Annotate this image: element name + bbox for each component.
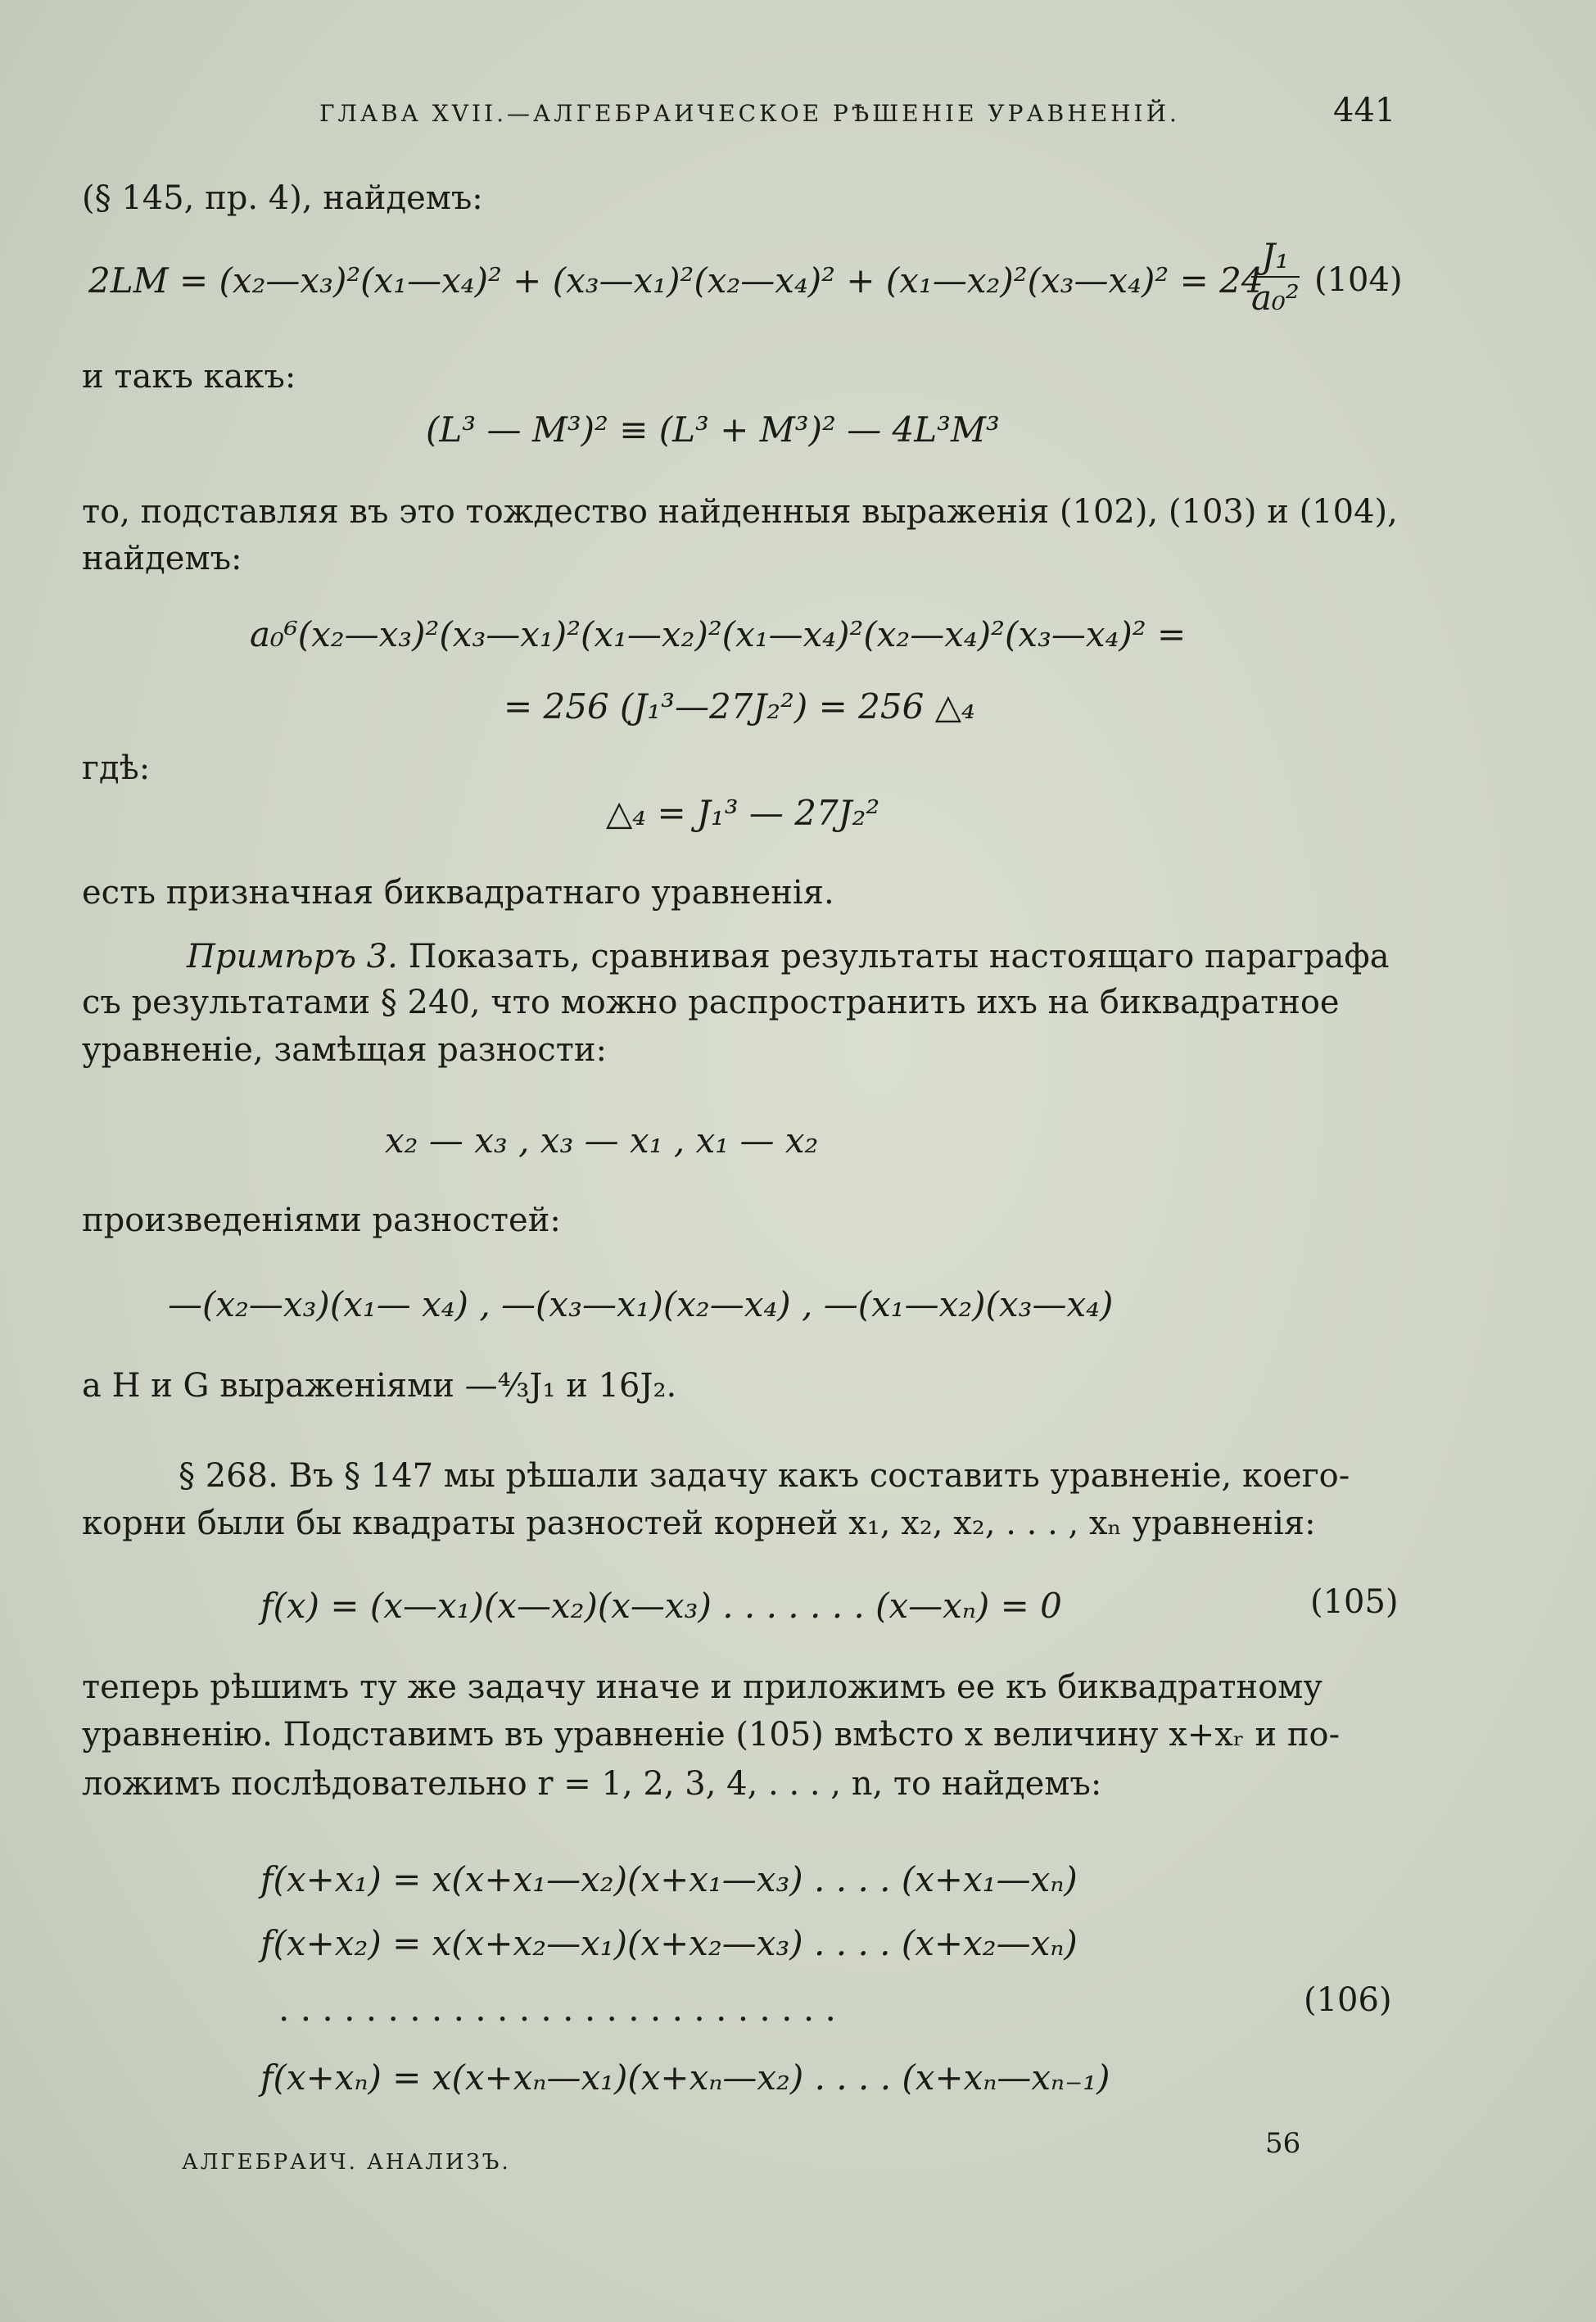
text-line: (§ 145, пр. 4), найдемъ: [82, 179, 483, 217]
equation-104-fraction [1251, 236, 1300, 318]
equation-delta: △₄ = J₁³ — 27J₂² [606, 793, 880, 833]
text-line: уравненію. Подставимъ въ уравненіе (105) вмѣсто x величину x+xᵣ и по- [82, 1716, 1341, 1754]
equation-number: (104) [1314, 261, 1403, 299]
equation-106-ellipsis: . . . . . . . . . . . . . . . . . . . . . . . . . . [278, 1989, 836, 2029]
equation-discriminant-line2: = 256 (J₁³—27J₂²) = 256 △₄ [504, 686, 975, 726]
text-line: ложимъ послѣдовательно r = 1, 2, 3, 4, . . . , n, то найдемъ: [82, 1765, 1102, 1803]
text-line: то, подставляя въ это тождество найденныя выраженія (102), (103) и (104), [82, 493, 1398, 531]
equation-104-lhs: 2LM = (x₂—x₃)²(x₁—x₄)² + (x₃—x₁)²(x₂—x₄)² + (x₁—x₂)²(x₃—x₄)² = 24 [88, 260, 1264, 301]
text-line: теперь рѣшимъ ту же задачу иначе и приложимъ ее къ биквадратному [82, 1668, 1322, 1706]
equation-106-row-n: f(x+xₙ) = x(x+xₙ—x₁)(x+xₙ—x₂) . . . . (x+xₙ—xₙ₋₁) [260, 2057, 1110, 2098]
equation-106-row2: f(x+x₂) = x(x+x₂—x₁)(x+x₂—x₃) . . . . (x+x₂—xₙ) [260, 1923, 1078, 1963]
text-line: гдѣ: [82, 749, 151, 787]
section-268-text: § 268. Въ § 147 мы рѣшали задачу какъ составить уравненіе, коего- [179, 1457, 1350, 1495]
equation-identity: (L³ — M³)² ≡ (L³ + M³)² — 4L³M³ [426, 410, 1000, 450]
page-number: 441 [1333, 92, 1396, 129]
text-line: произведеніями разностей: [82, 1202, 561, 1239]
text-line: съ результатами § 240, что можно распространить ихъ на биквадратное [82, 984, 1340, 1021]
text-line: уравненіе, замѣщая разности: [82, 1031, 607, 1069]
equation-106-row1: f(x+x₁) = x(x+x₁—x₂)(x+x₁—x₃) . . . . (x+x₁—xₙ) [260, 1859, 1078, 1899]
example-text: Показать, сравнивая результаты настоящаго параграфа [408, 938, 1390, 975]
running-header: ГЛАВА XVII.—АЛГЕБРАИЧЕСКОЕ РѢШЕНІЕ УРАВНЕНІЙ. [319, 100, 1180, 127]
example-label [187, 940, 1390, 973]
text-line: и такъ какъ: [82, 358, 296, 396]
fraction-numerator: J₁ [1251, 236, 1300, 278]
equation-differences: x₂ — x₃ , x₃ — x₁ , x₁ — x₂ [385, 1120, 819, 1161]
equation-number: (106) [1304, 1981, 1392, 2019]
signature-mark: 56 [1265, 2127, 1301, 2160]
equation-number: (105) [1310, 1583, 1399, 1621]
text-line: есть призначная биквадратнаго уравненія. [82, 874, 834, 912]
text-line: а H и G выраженіями —⁴⁄₃J₁ и 16J₂. [82, 1367, 677, 1405]
equation-discriminant-line1: a₀⁶(x₂—x₃)²(x₃—x₁)²(x₁—x₂)²(x₁—x₄)²(x₂—x₄)²(x₃—x₄)² = [250, 614, 1187, 654]
text-line: корни были бы квадраты разностей корней x₁, x₂, x₂, . . . , xₙ уравненія: [82, 1505, 1316, 1542]
equation-products: —(x₂—x₃)(x₁— x₄) , —(x₃—x₁)(x₂—x₄) , —(x₁—x₂)(x₃—x₄) [168, 1284, 1114, 1324]
example-title: Примѣръ 3. [187, 938, 398, 975]
text-line: найдемъ: [82, 540, 242, 577]
fraction-denominator: a₀² [1251, 278, 1300, 318]
equation-105: f(x) = (x—x₁)(x—x₂)(x—x₃) . . . . . . . (x—xₙ) = 0 [260, 1586, 1062, 1626]
footer-title: АЛГЕБРАИЧ. АНАЛИЗЪ. [182, 2150, 511, 2175]
